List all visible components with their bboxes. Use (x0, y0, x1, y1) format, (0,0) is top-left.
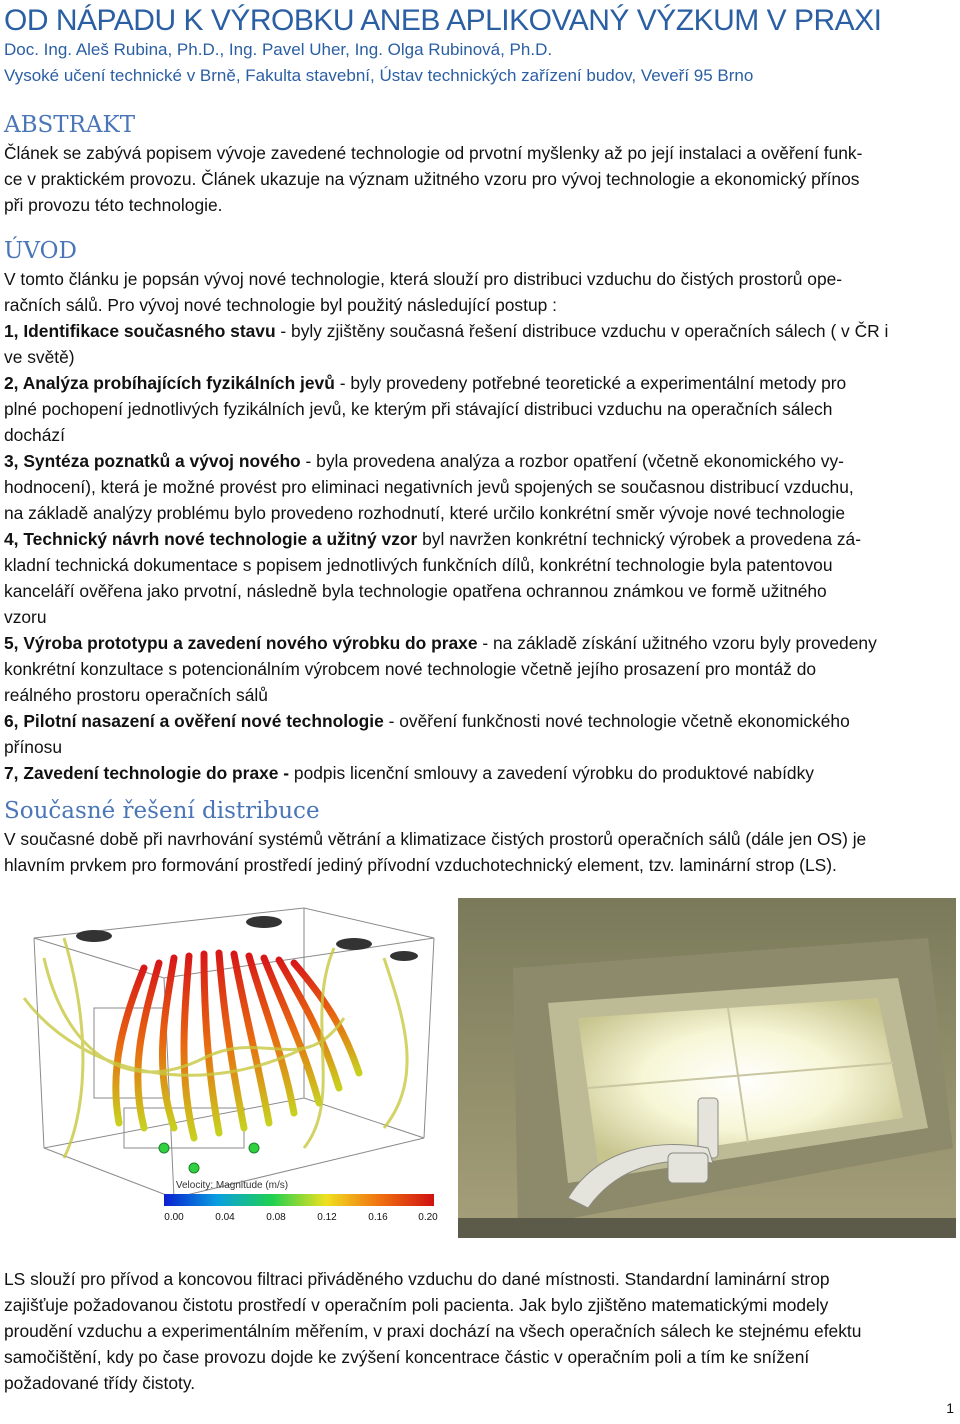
step-title: 2, Analýza probíhajících fyzikálních jevů (4, 373, 335, 393)
step-line: reálného prostoru operačních sálů (4, 685, 268, 705)
step-line: vzoru (4, 607, 47, 627)
step-title: 5, Výroba prototypu a zavedení nového výrobku do praxe (4, 633, 478, 653)
authors: Doc. Ing. Aleš Rubina, Ph.D., Ing. Pavel Uher, Ing. Olga Rubinová, Ph.D. (4, 40, 553, 59)
affiliation: Vysoké učení technické v Brně, Fakulta stavební, Ústav technických zařízení budov, Veveří 95 Brno (4, 66, 754, 85)
step-line: 1, Identifikace současného stavu - byly zjištěny současná řešení distribuce vzduchu v operačních sálech ( v ČR i (4, 321, 889, 341)
step-line: 3, Syntéza poznatků a vývoj nového - byla provedena analýza a rozbor opatření (včetně ekonomického vy- (4, 451, 844, 471)
cfd-simulation-figure (4, 898, 444, 1238)
step-title: 1, Identifikace současného stavu (4, 321, 276, 341)
uvod-line: V tomto článku je popsán vývoj nové technologie, která slouží pro distribuci vzduchu do čistých prostorů ope- (4, 269, 843, 289)
step-line: hodnocení), která je možné provést pro eliminaci negativních jevů spojených se současnou distribucí vzduchu, (4, 477, 854, 497)
step-line: přínosu (4, 737, 63, 757)
step-title: 6, Pilotní nasazení a ověření nové technologie (4, 711, 384, 731)
step-line: 4, Technický návrh nové technologie a užitný vzor byl navržen konkrétní technický výrobek a provedena zá- (4, 529, 861, 549)
step-line: konkrétní konzultace s potencionálním výrobcem nové technologie včetně jejího prosazení pro montáž do (4, 659, 817, 679)
step-line: 2, Analýza probíhajících fyzikálních jevů - byly provedeny potřebné teoretické a experimentální metody pro (4, 373, 847, 393)
uvod-heading: ÚVOD (4, 238, 77, 264)
closing-line: samočištění, kdy po čase provozu dojde ke zvýšení koncentrace částic v operačním poli a tím ke snížení (4, 1347, 810, 1367)
colorbar-tick: 0.04 (215, 1212, 235, 1223)
step-line: 7, Zavedení technologie do praxe - podpis licenční smlouvy a zavedení výrobku do produktové nabídky (4, 763, 814, 783)
step-line: plné pochopení jednotlivých fyzikálních jevů, ke kterým při stávající distribuci vzduchu na operačních sálech (4, 399, 833, 419)
colorbar (164, 1194, 434, 1206)
step-title: 4, Technický návrh nové technologie a užitný vzor (4, 529, 418, 549)
ceiling-photo-image (458, 898, 956, 1238)
abstract-text (4, 140, 956, 218)
step-line: 5, Výroba prototypu a zavedení nového výrobku do praxe - na základě získání užitného vzoru byly provedeny (4, 633, 877, 653)
colorbar-tick: 0.00 (164, 1212, 184, 1223)
colorbar-tick: 0.12 (317, 1212, 337, 1223)
colorbar-tick: 0.08 (266, 1212, 286, 1223)
step-line: ve světě) (4, 347, 75, 367)
step-line: na základě analýzy problému bylo provedeno rozhodnutí, které určilo konkrétní směr vývoje nové technologie (4, 503, 846, 523)
closing-text (4, 1266, 956, 1396)
current-heading: Současné řešení distribuce (4, 798, 320, 824)
colorbar-tick: 0.16 (368, 1212, 388, 1223)
page-number: 1 (946, 1400, 954, 1416)
abstract-heading: ABSTRAKT (4, 112, 136, 138)
step-title: 3, Syntéza poznatků a vývoj nového (4, 451, 301, 471)
abstract-line: při provozu této technologie. (4, 195, 223, 215)
step-line: kanceláří ověřena jako prvotní, následně byla technologie opatřena ochrannou známkou ve formě užitného (4, 581, 827, 601)
step-line: dochází (4, 425, 65, 445)
abstract-line: Článek se zabývá popisem vývoje zavedené technologie od prvotní myšlenky až po její instalaci a ověření funk- (4, 143, 863, 163)
colorbar-title: Velocity: Magnitude (m/s) (175, 1180, 289, 1191)
abstract-line: ce v praktickém provozu. Článek ukazuje na význam užitného vzoru pro vývoj technologie a ekonomický přínos (4, 169, 860, 189)
closing-line: LS slouží pro přívod a koncovou filtraci přiváděného vzduchu do dané místnosti. Standardní laminární strop (4, 1269, 830, 1289)
step-line: 6, Pilotní nasazení a ověření nové technologie - ověření funkčnosti nové technologie včetně ekonomického (4, 711, 850, 731)
current-text (4, 826, 956, 878)
closing-line: proudění vzduchu a experimentálním měřením, v praxi dochází na všech operačních sálech ke stejnému efektu (4, 1321, 862, 1341)
uvod-line: račních sálů. Pro vývoj nové technologie byl použitý následující postup : (4, 295, 557, 315)
closing-line: požadované třídy čistoty. (4, 1373, 196, 1393)
step-title: 7, Zavedení technologie do praxe - (4, 763, 290, 783)
laminar-ceiling-photo (458, 898, 956, 1238)
step-line: kladní technická dokumentace s popisem jednotlivých funkčních dílů, konkrétní technologie byla patentovou (4, 555, 833, 575)
closing-line: zajišťuje požadovanou čistotu prostředí v operačním poli pacienta. Jak bylo zjištěno matematickými modely (4, 1295, 829, 1315)
paper-title: OD NÁPADU K VÝROBKU ANEB APLIKOVANÝ VÝZKUM V PRAXI (4, 4, 882, 37)
colorbar-tick: 0.20 (418, 1212, 438, 1223)
current-line: hlavním prvkem pro formování prostředí jediný přívodní vzduchotechnický element, tzv. laminární strop (LS). (4, 855, 837, 875)
uvod-text (4, 266, 956, 786)
current-line: V současné době při navrhování systémů větrání a klimatizace čistých prostorů operačních sálů (dále jen OS) je (4, 829, 867, 849)
cfd-streamlines-image (4, 898, 444, 1238)
